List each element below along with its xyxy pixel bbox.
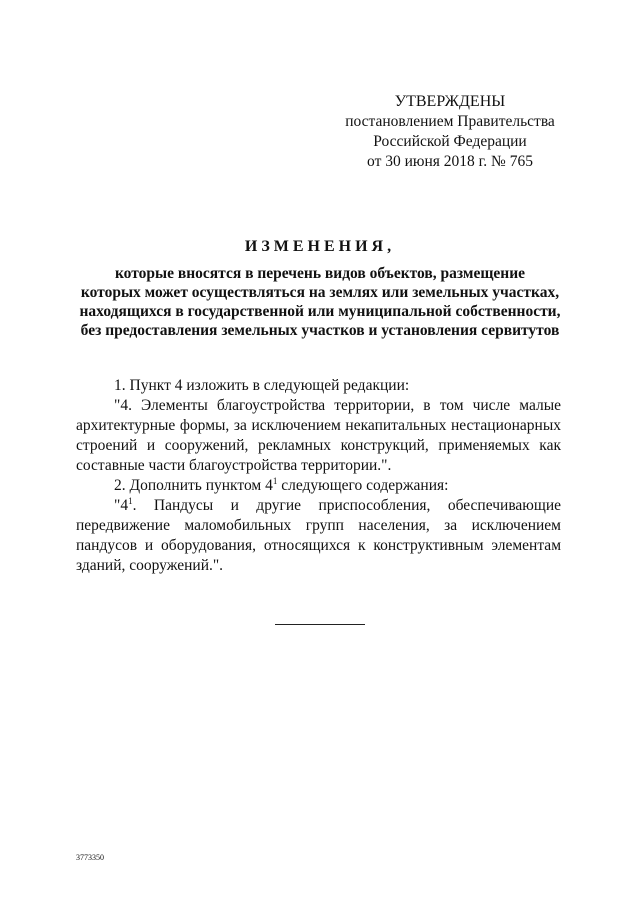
document-title: ИЗМЕНЕНИЯ, [244, 238, 396, 255]
item-2-quote-post: . Пандусы и другие приспособления, обеспечивающие передвижение маломобильных групп населения, за исключением пандусов и оборудования, относящихся к конструктивным элементам зданий, сооружений.". [76, 497, 561, 574]
item-2-quote [76, 496, 561, 576]
item-2-text-post: следующего содержания: [277, 477, 449, 494]
closing-divider [275, 624, 365, 625]
item-2-quote-superscript: 1 [128, 496, 133, 506]
subtitle-line-4: без предоставления земельных участков и установления сервитутов [80, 322, 560, 339]
item-2 [76, 476, 561, 496]
approval-heading: УТВЕРЖДЕНЫ [394, 93, 506, 110]
item-1-quote: "4. Элементы благоустройства территории, в том числе малые архитектурные формы, за исключением некапитальных нестационарных строений и сооружений, рекламных конструкций, применяемых как составные части благоустройства территории.". [76, 397, 561, 474]
subtitle-line-3: находящихся в государственной или муниципальной собственности, [79, 303, 561, 320]
item-1: 1. Пункт 4 изложить в следующей редакции: [114, 377, 410, 394]
document-code: 3773350 [76, 853, 104, 862]
item-2-superscript: 1 [272, 476, 278, 486]
item-2-text-pre: 2. Дополнить пунктом 4 [114, 477, 273, 494]
subtitle-line-2: которых может осуществляться на землях или земельных участках, [80, 284, 560, 301]
approval-line-3: от 30 июня 2018 г. № 765 [367, 153, 533, 170]
document-body [76, 376, 561, 576]
approval-line-2: Российской Федерации [373, 133, 527, 150]
document-subtitle [60, 264, 580, 340]
approval-block [330, 92, 570, 172]
subtitle-line-1: которые вносятся в перечень видов объектов, размещение [114, 265, 526, 282]
approval-line-1: постановлением Правительства [345, 113, 555, 130]
item-2-quote-pre: "4 [114, 497, 129, 514]
